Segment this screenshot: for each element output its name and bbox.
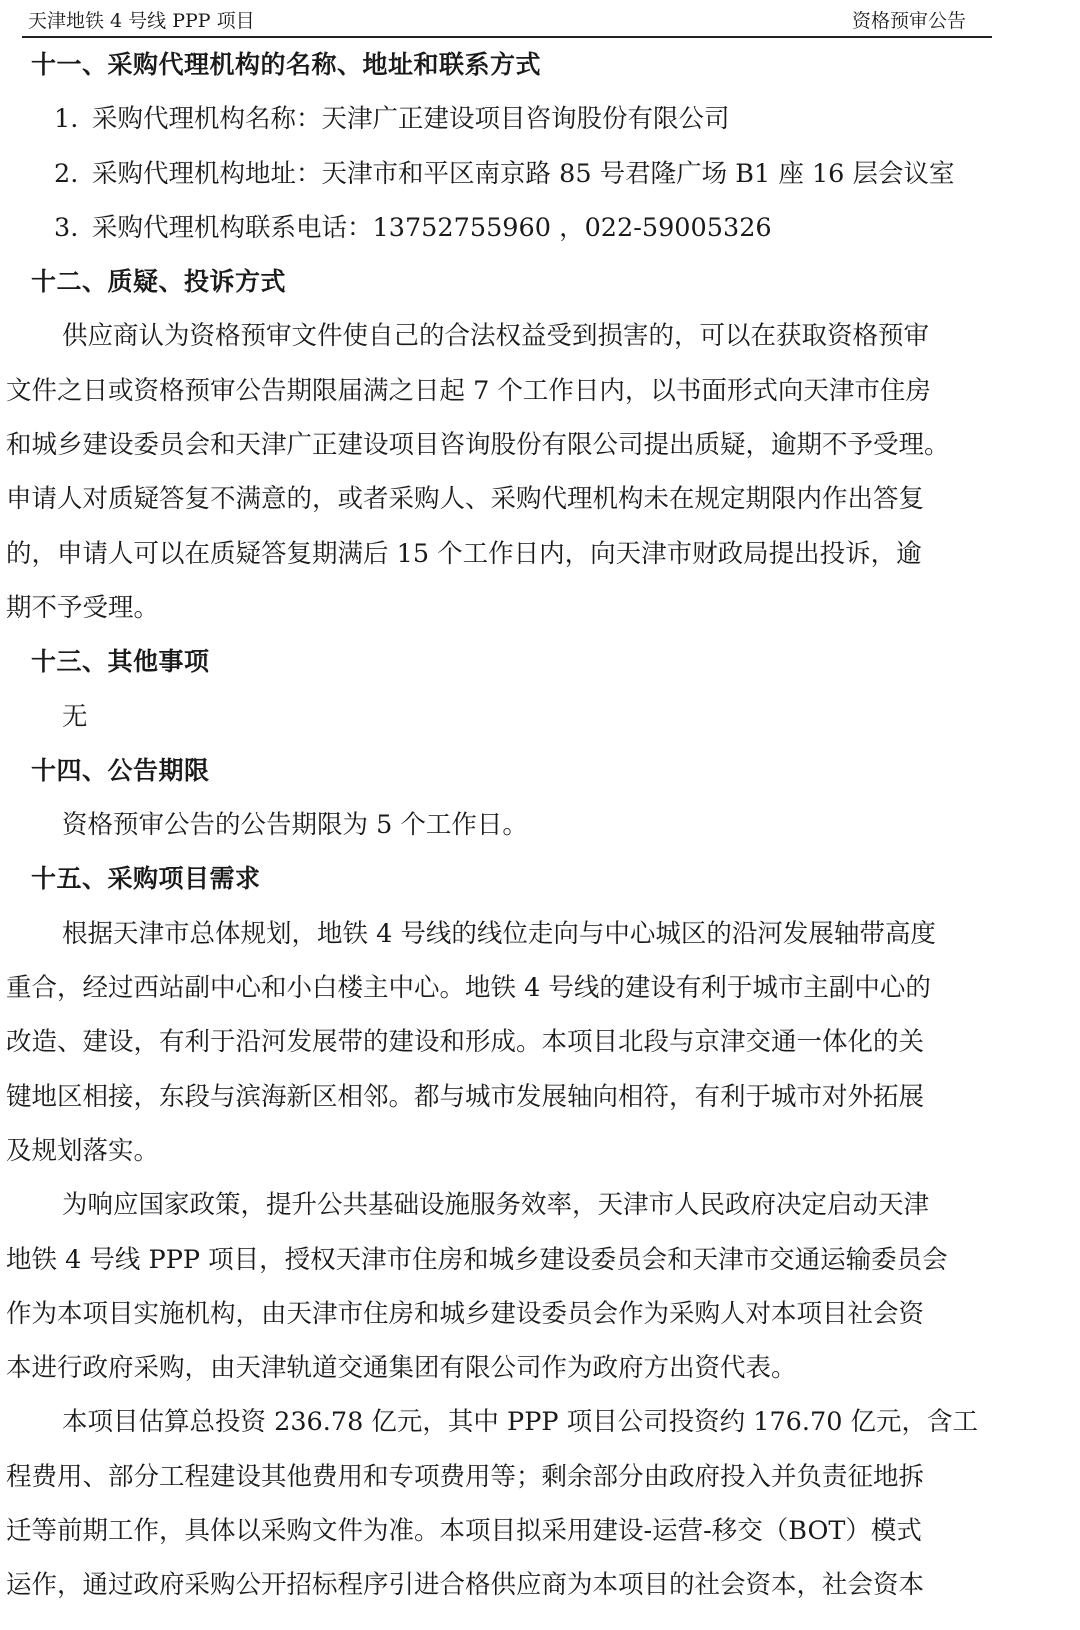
section-11-title: 十一、采购代理机构的名称、地址和联系方式 [31,50,542,79]
list-number: 3. [54,212,79,243]
running-header [22,6,992,38]
list-number: 2. [54,158,79,189]
paragraph-line: 作为本项目实施机构，由天津市住房和城乡建设委员会作为采购人对本项目社会资 [6,1298,925,1329]
agency-phone-text: 采购代理机构联系电话：13752755960 ，022-59005326 [92,212,772,243]
header-document-type: 资格预审公告 [851,10,966,32]
paragraph-line: 本进行政府采购，由天津轨道交通集团有限公司作为政府方出资代表。 [6,1353,797,1384]
paragraph-line: 键地区相接，东段与滨海新区相邻。都与城市发展轴向相符，有利于城市对外拓展 [6,1081,925,1112]
section-13-title: 十三、其他事项 [31,647,210,677]
header-project-name: 天津地铁 4 号线 PPP 项目 [28,10,255,32]
paragraph-line: 改造、建设，有利于沿河发展带的建设和形成。本项目北段与京津交通一体化的关 [6,1027,925,1058]
agency-phone-item [0,201,1080,255]
paragraph-line: 地铁 4 号线 PPP 项目，授权天津市住房和城乡建设委员会和天津市交通运输委员会 [6,1244,948,1275]
agency-name-item [0,92,1080,146]
agency-name-text: 采购代理机构名称：天津广正建设项目咨询股份有限公司 [92,104,730,135]
paragraph-line: 和城乡建设委员会和天津广正建设项目咨询股份有限公司提出质疑，逾期不予受理。 [6,430,950,461]
paragraph-line: 文件之日或资格预审公告期限届满之日起 7 个工作日内，以书面形式向天津市住房 [6,375,931,406]
section-14-title: 十四、公告期限 [31,755,210,785]
list-number: 1. [54,104,79,135]
section-15-title: 十五、采购项目需求 [31,864,261,894]
document-body [0,38,1080,1613]
section-13-body: 无 [62,701,88,732]
paragraph-line: 运作，通过政府采购公开招标程序引进合格供应商为本项目的社会资本，社会资本 [6,1570,925,1601]
paragraph-line: 程费用、部分工程建设其他费用和专项费用等；剩余部分由政府投入并负责征地拆 [6,1461,925,1492]
paragraph-line: 供应商认为资格预审文件使自己的合法权益受到损害的，可以在获取资格预审 [62,321,930,352]
paragraph-line: 为响应国家政策，提升公共基础设施服务效率，天津市人民政府决定启动天津 [62,1190,930,1221]
paragraph-line: 本项目估算总投资 236.78 亿元，其中 PPP 项目公司投资约 176.70 亿元，含工 [62,1407,979,1438]
agency-address-text: 采购代理机构地址：天津市和平区南京路 85 号君隆广场 B1 座 16 层会议室 [92,158,955,189]
paragraph-line: 的，申请人可以在质疑答复期满后 15 个工作日内，向天津市财政局提出投诉，逾 [6,538,922,569]
section-14-body: 资格预审公告的公告期限为 5 个工作日。 [62,810,528,841]
paragraph-line: 期不予受理。 [6,592,160,623]
paragraph-line: 及规划落实。 [6,1135,160,1166]
paragraph-line: 根据天津市总体规划，地铁 4 号线的线位走向与中心城区的沿河发展轴带高度 [62,918,936,949]
paragraph-line: 重合，经过西站副中心和小白楼主中心。地铁 4 号线的建设有利于城市主副中心的 [6,973,931,1004]
section-12-title: 十二、质疑、投诉方式 [31,267,287,297]
paragraph-line: 申请人对质疑答复不满意的，或者采购人、采购代理机构未在规定期限内作出答复 [6,484,925,515]
agency-address-item [0,147,1080,201]
paragraph-line: 迁等前期工作，具体以采购文件为准。本项目拟采用建设-运营-移交（BOT）模式 [6,1516,922,1547]
